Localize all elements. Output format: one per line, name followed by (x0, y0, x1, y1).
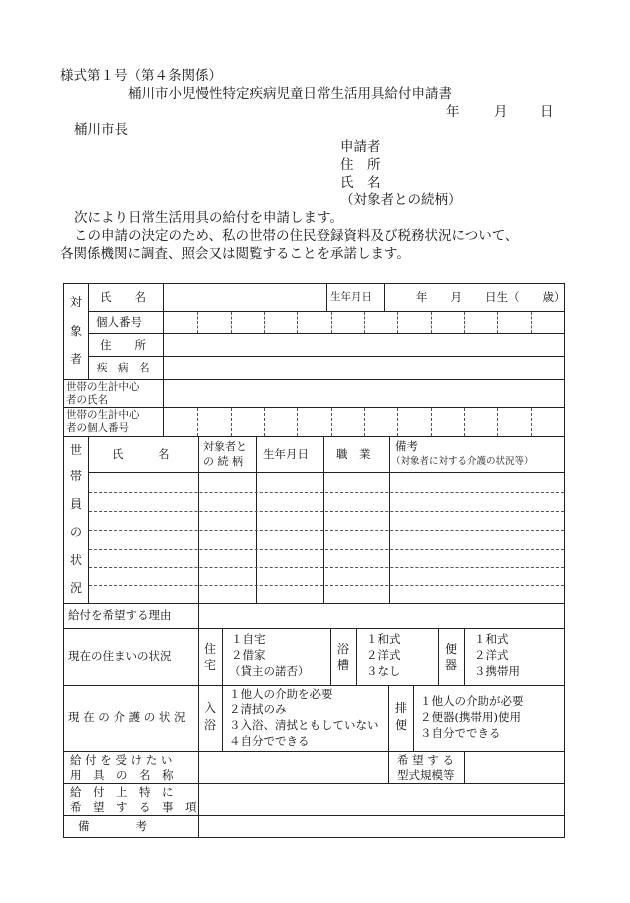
members-col-job: 職 業 (336, 447, 371, 461)
members-group-char: 帯 (69, 469, 82, 483)
excretion-option[interactable]: ３自分でできる (420, 726, 501, 740)
care-bath-option[interactable]: ３入浴、清拭ともしていない (229, 718, 379, 732)
equipment-name-field[interactable] (199, 752, 388, 783)
care-label: 現 在 の 介 護 の 状 況 (68, 710, 186, 724)
members-col-relation-l1: 対象者と (203, 440, 247, 453)
applicant-name-label: 氏 名 (340, 175, 381, 191)
form-number: 様式第１号（第４条関係） (60, 68, 222, 84)
bath-option[interactable]: ３なし (366, 664, 401, 678)
bath-option[interactable]: ２洋式 (366, 648, 401, 662)
body-line-3: 各関係機関に調査、照会又は閲覧することを承諾します。 (60, 246, 410, 262)
members-group-char: 世 (69, 443, 82, 457)
body-line-2: この申請の決定のため、私の世帯の住民登録資料及び税務状況について、 (74, 228, 519, 244)
toilet-option[interactable]: １和式 (474, 632, 509, 646)
subject-group-char: 者 (69, 352, 82, 366)
special-label-l2: 希 望 す る 事 項 (70, 800, 197, 814)
date-year-label: 年 (446, 104, 460, 120)
house-option[interactable]: ２借家 (231, 648, 266, 662)
subject-group-char: 対 (69, 295, 82, 309)
house-option-note: （貸主の諾否） (229, 664, 310, 678)
excretion-option[interactable]: １他人の介助が必要 (420, 694, 524, 708)
members-group-char: 員 (69, 497, 82, 511)
subject-name-field[interactable] (164, 284, 326, 311)
applicant-address-label: 住 所 (340, 157, 381, 173)
care-bath-label-char: 浴 (203, 718, 216, 732)
household-head-number-label-l2: 者の個人番号 (66, 422, 129, 434)
toilet-option[interactable]: ２洋式 (474, 648, 509, 662)
excretion-label-char: 便 (394, 718, 407, 732)
care-bath-option[interactable]: １他人の介助を必要 (229, 687, 333, 701)
form-title: 桶川市小児慢性特定疾病児童日常生活用具給付申請書 (128, 86, 452, 102)
subject-personal-number-field[interactable] (164, 312, 564, 333)
members-entry-area[interactable] (89, 473, 564, 603)
house-option[interactable]: １自宅 (231, 632, 266, 646)
equipment-spec-label-l1: 希 望 す る (397, 753, 454, 767)
applicant-label: 申請者 (340, 139, 381, 155)
household-head-name-label-l2: 者の氏名 (66, 394, 108, 406)
toilet-label-char: 器 (444, 658, 457, 672)
equipment-spec-field[interactable] (465, 752, 564, 783)
subject-group-char: 象 (69, 324, 82, 338)
members-col-birth: 生年月日 (263, 447, 309, 461)
members-col-name: 氏 名 (112, 447, 170, 461)
equipment-spec-label-l2: 型式規模等 (397, 768, 455, 782)
care-bath-option[interactable]: ４自分でできる (229, 734, 310, 748)
reason-label: 給付を希望する理由 (68, 608, 172, 622)
subject-disease-field[interactable] (164, 357, 564, 379)
equipment-label-l2: 用 具 の 名 称 (70, 768, 174, 782)
addressee: 桶川市長 (74, 122, 128, 138)
remarks-field[interactable] (199, 816, 564, 837)
members-col-remarks: 備考 (395, 439, 418, 453)
date-month-label: 月 (494, 104, 508, 120)
members-group-char: 状 (69, 553, 82, 567)
subject-personal-number-label: 個人番号 (96, 315, 142, 329)
excretion-label-char: 排 (394, 701, 407, 715)
household-head-number-label-l1: 世帯の生計中心 (66, 409, 140, 421)
special-label-l1: 給 付 上 特 に (70, 785, 174, 799)
equipment-label-l1: 給 付 を 受 け た い (70, 753, 173, 767)
house-label-char: 住 (203, 642, 216, 656)
members-group-char: の (69, 525, 82, 539)
body-line-1: 次により日常生活用具の給付を申請します。 (74, 210, 343, 226)
subject-name-label: 氏 名 (100, 290, 146, 304)
remarks-label: 備 考 (78, 819, 147, 833)
date-day-label: 日 (540, 104, 554, 120)
house-label-char: 宅 (203, 658, 216, 672)
residence-label: 現在の住まいの状況 (68, 649, 172, 663)
household-head-name-field[interactable] (164, 380, 564, 407)
household-head-number-field[interactable] (164, 408, 564, 436)
bath-label-char: 浴 (336, 642, 349, 656)
members-col-remarks-sub: （対象者に対する介護の状況等） (391, 456, 534, 467)
members-col-relation-l2: の 続 柄 (203, 455, 243, 468)
toilet-label-char: 便 (444, 642, 457, 656)
subject-birthdate-label: 生年月日 (330, 291, 372, 303)
care-bath-label-char: 入 (203, 701, 216, 715)
subject-disease-label: 疾 病 名 (97, 362, 150, 374)
reason-field[interactable] (199, 604, 564, 628)
relation-note: （対象者との続柄） (340, 192, 462, 208)
household-head-name-label-l1: 世帯の生計中心 (66, 381, 140, 393)
subject-birth-format: 年 月 日生（ 歳） (416, 290, 566, 304)
bath-option[interactable]: １和式 (366, 632, 401, 646)
toilet-option[interactable]: ３携帯用 (474, 664, 520, 678)
bath-label-char: 槽 (336, 658, 349, 672)
subject-address-field[interactable] (164, 334, 564, 356)
care-bath-option[interactable]: ２清拭のみ (229, 702, 287, 716)
special-request-field[interactable] (199, 784, 564, 815)
members-group-char: 況 (69, 581, 82, 595)
subject-address-label: 住 所 (100, 338, 146, 352)
excretion-option[interactable]: ２便器(携帯用)使用 (420, 710, 521, 724)
